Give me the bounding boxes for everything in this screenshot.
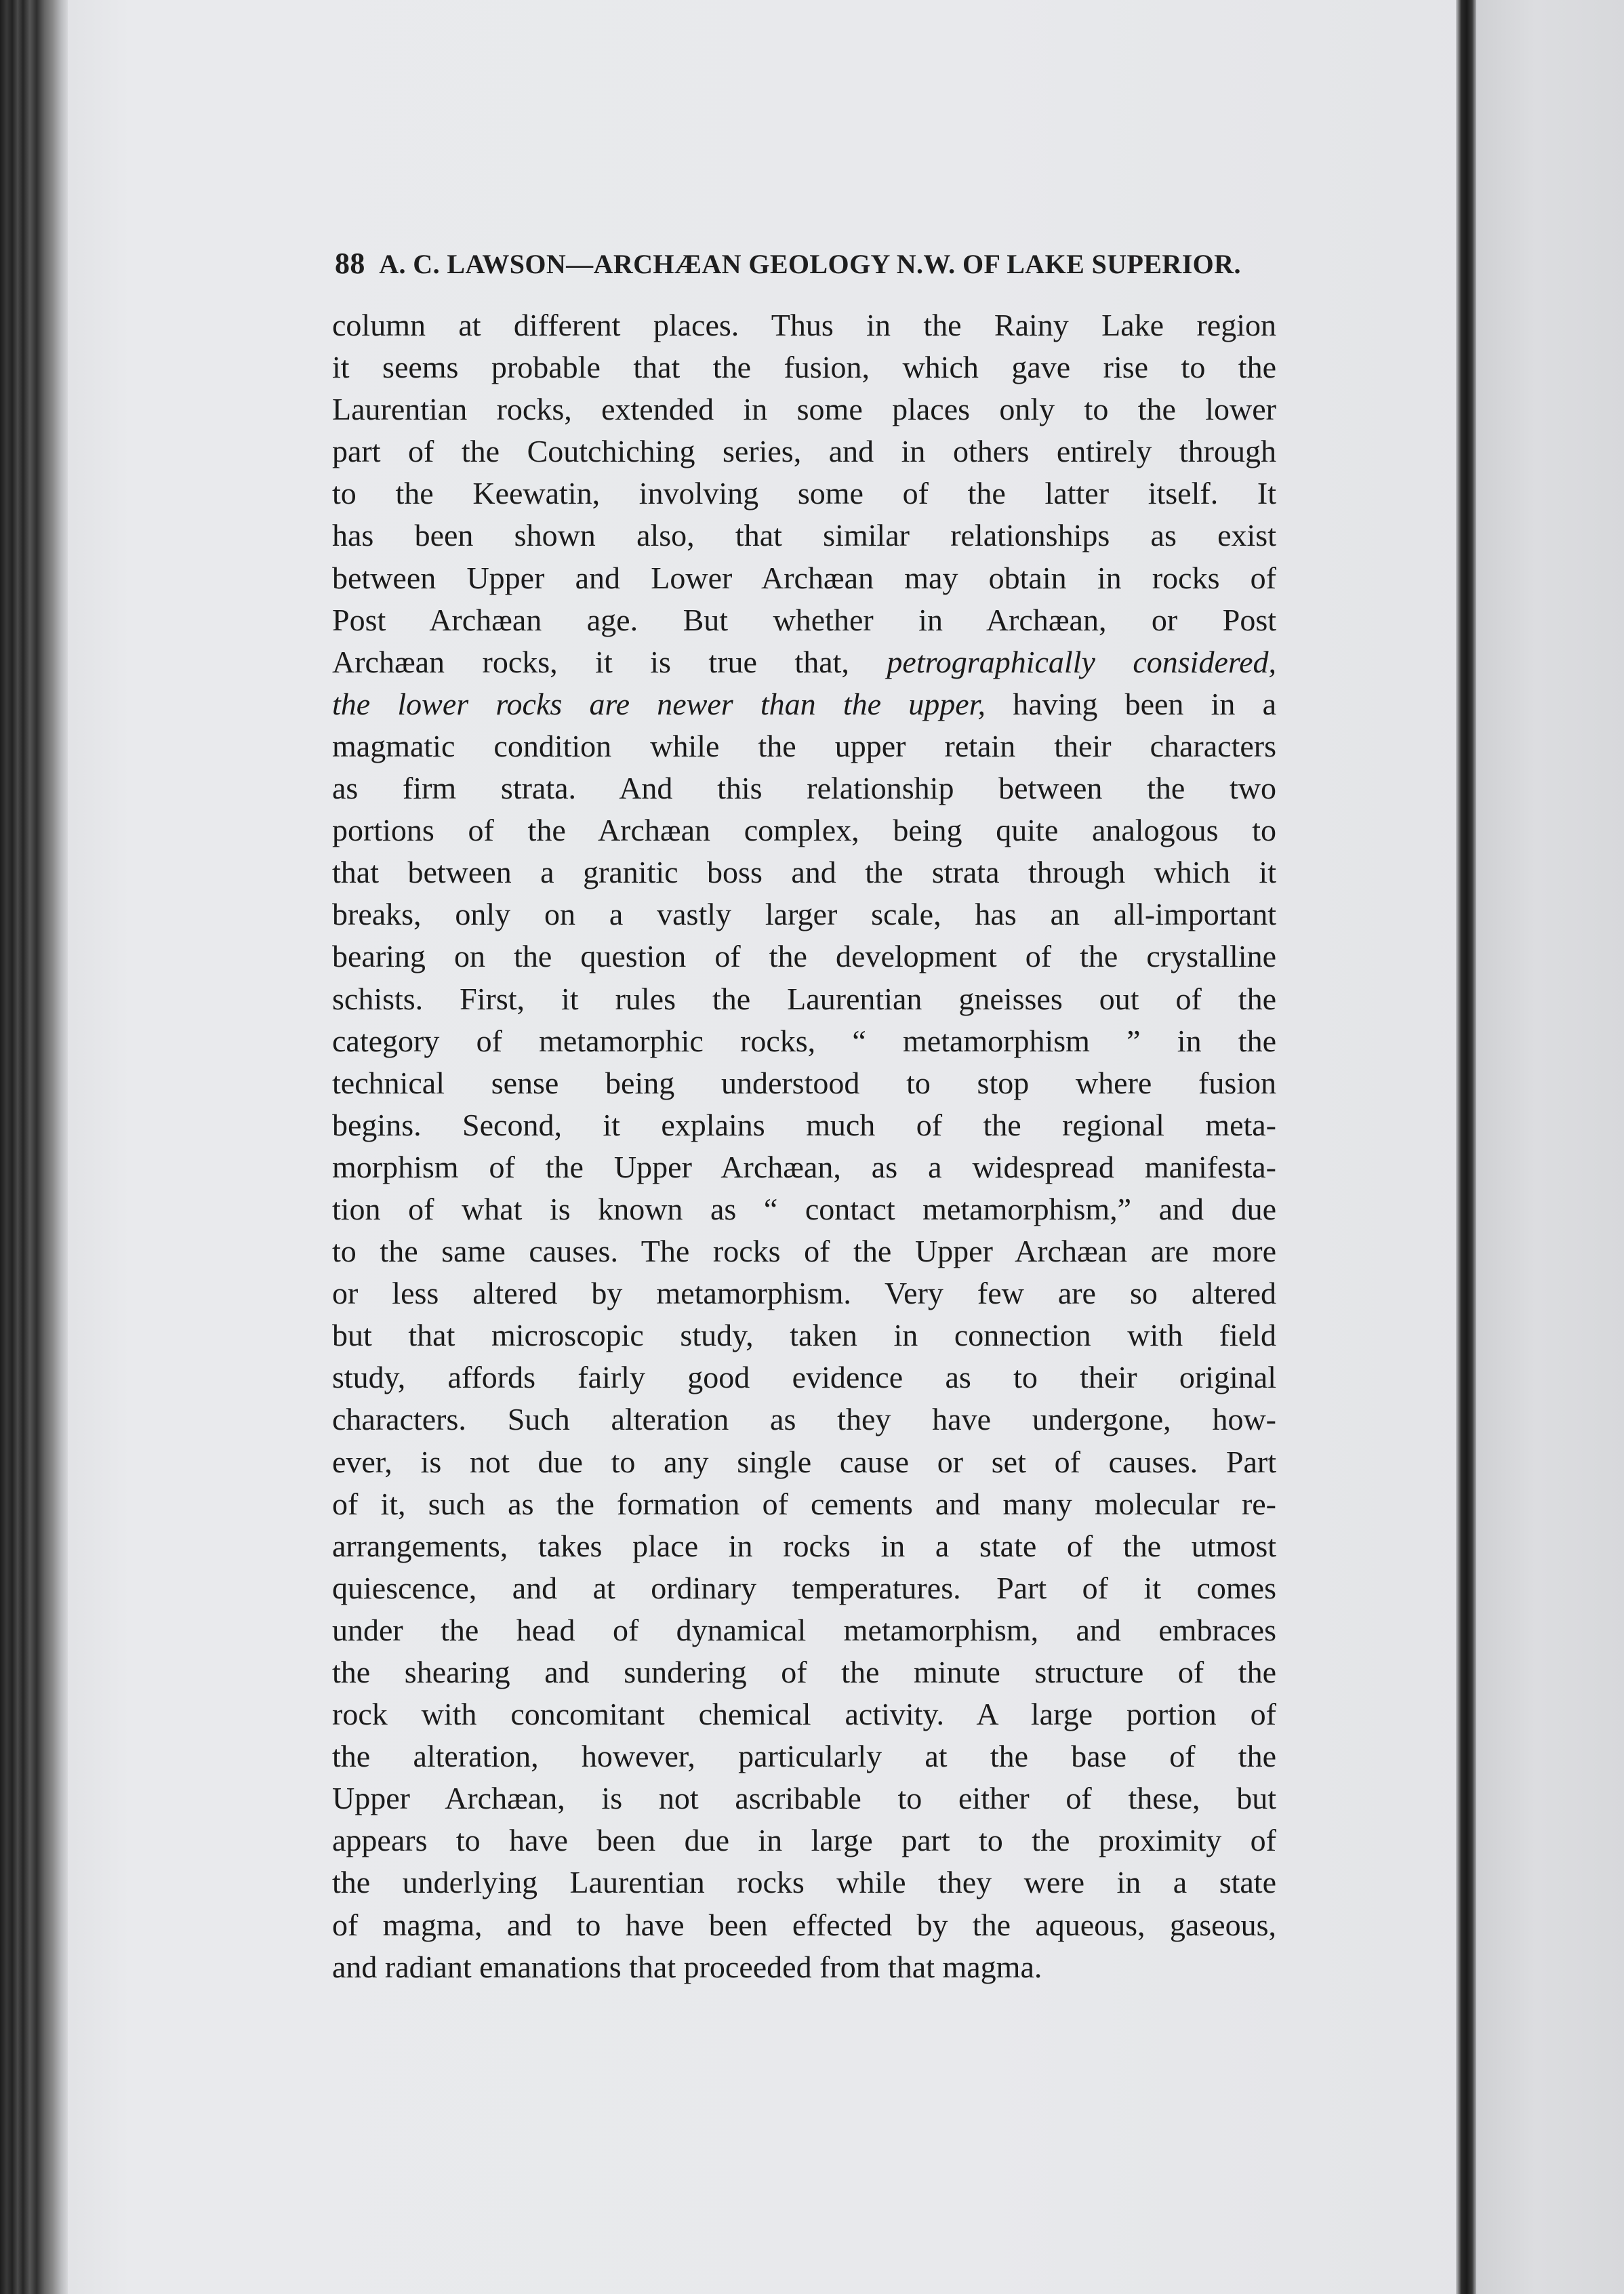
text-line: technical sense being understood to stop where fusion xyxy=(332,1065,1276,1100)
text-line: of magma, and to have been effected by the aqueous, gaseous, xyxy=(332,1907,1276,1942)
text-line: breaks, only on a vastly larger scale, has an all-important xyxy=(332,897,1276,932)
text-line: morphism of the Upper Archæan, as a widespread manifesta- xyxy=(332,1149,1276,1184)
text-line: to the Keewatin, involving some of the latter itself. It xyxy=(332,476,1276,511)
text-line: schists. First, it rules the Laurentian gneisses out of the xyxy=(332,981,1276,1016)
text-line: appears to have been due in large part to the proximity of xyxy=(332,1823,1276,1858)
text-line: Archæan rocks, it is true that, petrographically considered, xyxy=(332,644,1276,679)
text-line: begins. Second, it explains much of the regional meta- xyxy=(332,1107,1276,1142)
text-line: that between a granitic boss and the strata through which it xyxy=(332,855,1276,890)
text-line: of it, such as the formation of cements and many molecular re- xyxy=(332,1486,1276,1521)
book-binding-edge xyxy=(0,0,68,2294)
text-line: ever, is not due to any single cause or set of causes. Part xyxy=(332,1444,1276,1479)
text-line: quiescence, and at ordinary temperatures. Part of it comes xyxy=(332,1570,1276,1605)
text-line: part of the Coutchiching series, and in others entirely through xyxy=(332,434,1276,469)
book-page xyxy=(332,234,1281,1996)
text-line: the alteration, however, particularly at the base of the xyxy=(332,1739,1276,1774)
text-line: tion of what is known as “ contact metamorphism,” and due xyxy=(332,1191,1276,1226)
text-line: the shearing and sundering of the minute structure of the xyxy=(332,1655,1276,1689)
text-line: portions of the Archæan complex, being quite analogous to xyxy=(332,813,1276,848)
text-line: arrangements, takes place in rocks in a state of the utmost xyxy=(332,1528,1276,1563)
text-line: Post Archæan age. But whether in Archæan, or Post xyxy=(332,602,1276,637)
text-line: study, affords fairly good evidence as to their original xyxy=(332,1360,1276,1395)
text-line: to the same causes. The rocks of the Upper Archæan are more xyxy=(332,1234,1276,1269)
text-line: characters. Such alteration as they have undergone, how- xyxy=(332,1402,1276,1437)
text-line: the underlying Laurentian rocks while they were in a state xyxy=(332,1865,1276,1900)
page-gutter xyxy=(1456,0,1476,2294)
running-head xyxy=(335,249,1281,279)
text-line: or less altered by metamorphism. Very few are so altered xyxy=(332,1276,1276,1311)
running-head-title: A. C. LAWSON—ARCHÆAN GEOLOGY N.W. OF LAKE SUPERIOR. xyxy=(379,249,1241,279)
italic-emphasis: the lower rocks are newer than the upper, xyxy=(332,686,986,721)
text-line: Upper Archæan, is not ascribable to either of these, but xyxy=(332,1781,1276,1816)
text-line: Laurentian rocks, extended in some places only to the lower xyxy=(332,392,1276,427)
text-line: but that microscopic study, taken in connection with field xyxy=(332,1318,1276,1353)
body-paragraph xyxy=(332,304,1276,1988)
text-line: magmatic condition while the upper retain their characters xyxy=(332,728,1276,763)
italic-emphasis: petrographically considered, xyxy=(887,644,1276,679)
text-line-last: and radiant emanations that proceeded from that magma. xyxy=(332,1949,1042,1984)
text-line: has been shown also, that similar relationships as exist xyxy=(332,518,1276,553)
page-number: 88 xyxy=(335,247,365,280)
text-line: the lower rocks are newer than the upper, having been in a xyxy=(332,686,1277,721)
text-line: category of metamorphic rocks, “ metamorphism ” in the xyxy=(332,1023,1276,1058)
text-line: bearing on the question of the development of the crystalline xyxy=(332,939,1276,974)
text-line: rock with concomitant chemical activity. A large portion of xyxy=(332,1697,1276,1732)
adjacent-page-edge xyxy=(1476,0,1624,2294)
text-line: column at different places. Thus in the Rainy Lake region xyxy=(332,308,1276,342)
text-line: under the head of dynamical metamorphism, and embraces xyxy=(332,1612,1276,1647)
text-line: as firm strata. And this relationship between the two xyxy=(332,771,1276,806)
text-line: it seems probable that the fusion, which gave rise to the xyxy=(332,350,1276,385)
text-line: between Upper and Lower Archæan may obtain in rocks of xyxy=(332,560,1276,595)
